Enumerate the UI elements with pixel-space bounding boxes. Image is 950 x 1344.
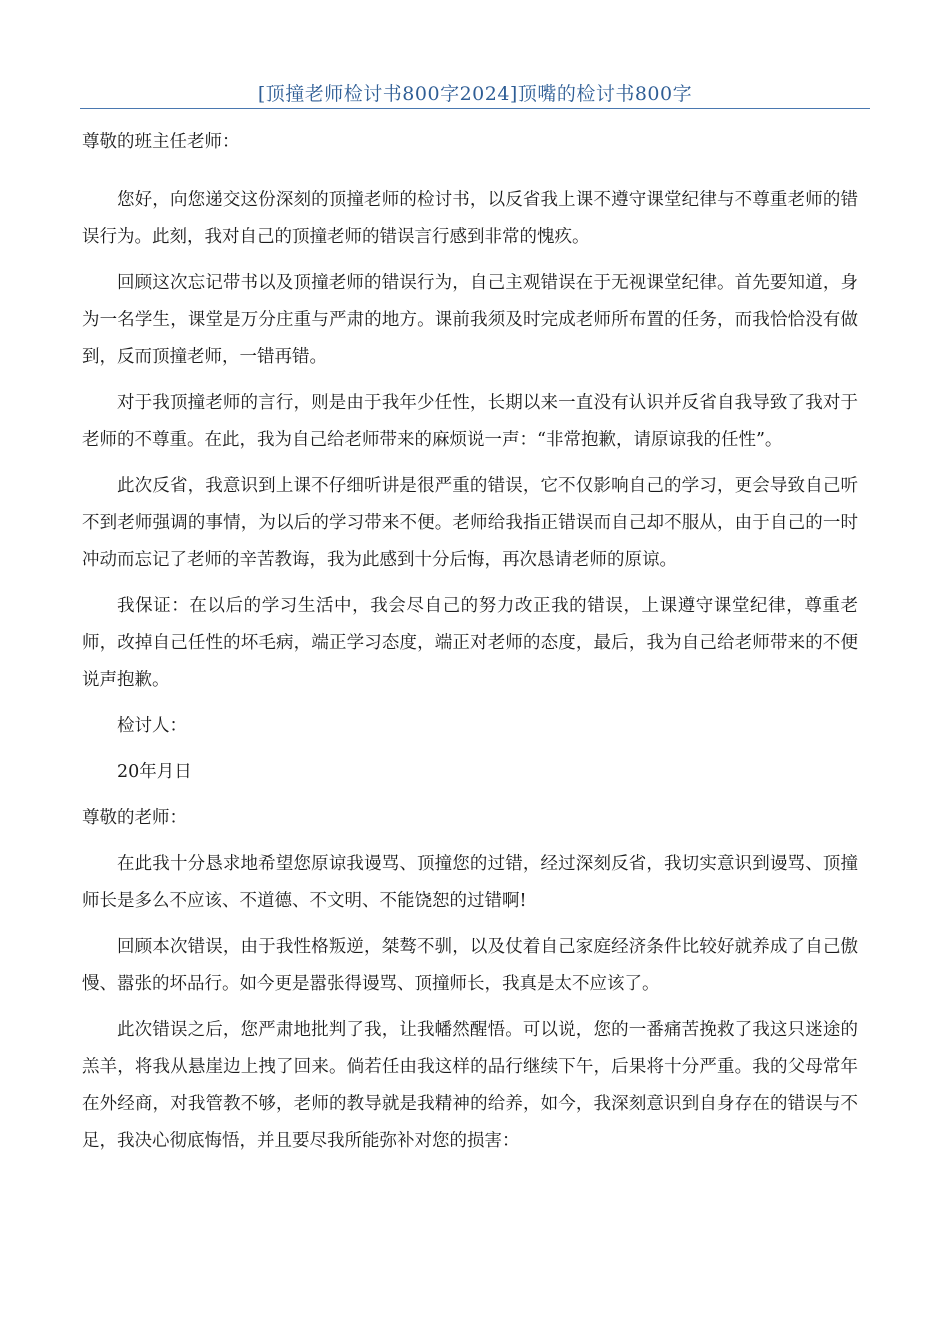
paragraph: 您好，向您递交这份深刻的顶撞老师的检讨书，以反省我上课不遵守课堂纪律与不尊重老师的错误行为。此刻，我对自己的顶撞老师的错误言行感到非常的愧疚。 <box>82 190 858 247</box>
paragraph: 回顾本次错误，由于我性格叛逆，桀骜不驯，以及仗着自己家庭经济条件比较好就养成了自己傲慢、嚣张的坏品行。如今更是嚣张得谩骂、顶撞师长，我真是太不应该了。 <box>82 937 858 994</box>
salutation: 尊敬的老师： <box>82 808 187 828</box>
paragraph: 在此我十分恳求地希望您原谅我谩骂、顶撞您的过错，经过深刻反省，我切实意识到谩骂、顶撞师长是多么不应该、不道德、不文明、不能饶恕的过错啊! <box>82 854 858 911</box>
document-title: [顶撞老师检讨书800字2024]顶嘴的检讨书800字 <box>257 83 693 105</box>
paragraph: 我保证：在以后的学习生活中，我会尽自己的努力改正我的错误，上课遵守课堂纪律，尊重老师，改掉自己任性的坏毛病，端正学习态度，端正对老师的态度，最后，我为自己给老师带来的不便说声抱歉。 <box>82 596 858 690</box>
paragraph: 对于我顶撞老师的言行，则是由于我年少任性，长期以来一直没有认识并反省自我导致了我对于老师的不尊重。在此，我为自己给老师带来的麻烦说一声：“非常抱歉，请原谅我的任性”。 <box>82 393 858 450</box>
title-underline <box>80 108 870 109</box>
signer-label: 检讨人： <box>117 716 187 736</box>
paragraph: 回顾这次忘记带书以及顶撞老师的错误行为，自己主观错误在于无视课堂纪律。首先要知道，身为一名学生，课堂是万分庄重与严肃的地方。课前我须及时完成老师所布置的任务，而我恰恰没有做到，反而顶撞老师，一错再错。 <box>82 273 858 367</box>
date-line: 20年月日 <box>117 762 192 782</box>
salutation: 尊敬的班主任老师： <box>82 132 240 152</box>
paragraph: 此次反省，我意识到上课不仔细听讲是很严重的错误，它不仅影响自己的学习，更会导致自己听不到老师强调的事情，为以后的学习带来不便。老师给我指正错误而自己却不服从，由于自己的一时冲动而忘记了老师的辛苦教诲，我为此感到十分后悔，再次恳请老师的原谅。 <box>82 476 858 570</box>
document-body <box>82 124 858 1169</box>
paragraph: 此次错误之后，您严肃地批判了我，让我幡然醒悟。可以说，您的一番痛苦挽救了我这只迷途的羔羊，将我从悬崖边上拽了回来。倘若任由我这样的品行继续下午，后果将十分严重。我的父母常年在外经商，对我管教不够，老师的教导就是我精神的给养，如今，我深刻意识到自身存在的错误与不足，我决心彻底悔悟，并且要尽我所能弥补对您的损害： <box>82 1020 858 1151</box>
